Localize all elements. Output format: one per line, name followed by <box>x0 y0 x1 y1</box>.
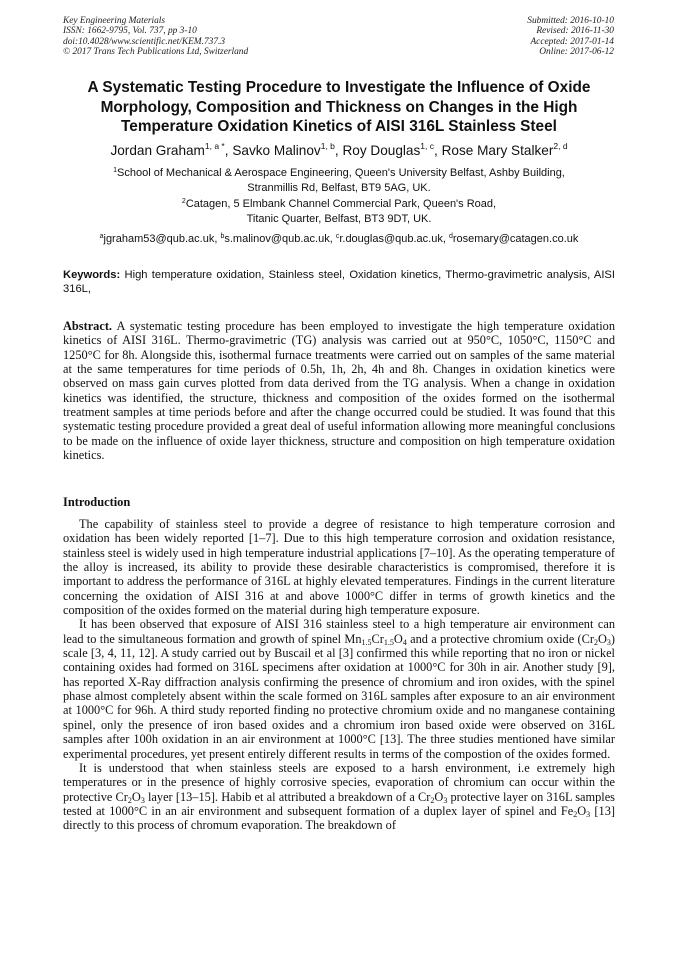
journal-header <box>63 16 248 58</box>
introduction-body <box>63 517 615 833</box>
doi[interactable]: doi:10.4028/www.scientific.net/KEM.737.3 <box>63 36 226 47</box>
affiliation-2-address: Titanic Quarter, Belfast, BT3 9DT, UK. <box>246 212 432 225</box>
author-affiliation-mark: 1, c <box>420 141 434 151</box>
paragraph: It has been observed that exposure of AISI 316 stainless steel to a high temperature air environment can lead to the simultaneous formation and growth of spinel $Mn_{1.5}Cr_{1.5}O_4$ and a protective chromium oxide $(Cr_2O_3)$ scale [3, 4, 11, 12]. A study carried out by Buscail et al [3] confirmed this while reporting that no iron or nickel containing oxides had formed on 316L specimens after oxidation at 1000°C for 30h in air. Another study [9], has reported X-Ray diffraction analysis confirming the presence of chromium and iron oxides, with the spinel phase almost completely absent within the scale formed on 316L samples after exposure to an air environment at 1000°C for 96h. A third study reported finding no protective chromium oxide and no manganese containing spinel, only the presence of iron based oxides and a chromium iron based oxide were observed on 316L samples after 100h oxidation in an air environment at 1000°C [13]. The three studies mentioned have similar experimental procedures, yet present entirely different results in terms of the compostion of the oxides formed. <box>63 617 615 761</box>
accepted-date: Accepted: 2017-01-14 <box>530 36 614 47</box>
journal-name: Key Engineering Materials <box>63 16 166 26</box>
keywords-text: High temperature oxidation, Stainless steel, Oxidation kinetics, Thermo-gravimetric analysis, AISI 316L, <box>63 269 615 296</box>
abstract-text: A systematic testing procedure has been employed to investigate the high temperature oxidation kinetics of AISI 316L. Thermo-gravimetric (TG) analysis was carried out at 950°C, 1050°C, 1150°C and 1250°C for 8h. Alongside this, isothermal furnace treatments were carried out on samples of the same material at the same temperatures for time periods of 0.5h, 1h, 2h, 4h and 8h. Changes in oxidation kinetics were observed on mass gain curves plotted from data derived from the TG analysis. When a change in oxidation kinetics was identified, the structure, thickness and composition of the oxides formed on the isothermal treatment samples at time periods before and after the change occurred could be studied. It was found that this systematic testing procedure provided a great deal of useful information allowing more meaningful conclusions to be made on the influence of oxide layer thickness, structure and composition on high temperature oxidation kinetics. <box>63 319 615 463</box>
copyright: © 2017 Trans Tech Publications Ltd, Switzerland <box>63 47 249 58</box>
introduction-heading: Introduction <box>63 495 131 509</box>
revised-date: Revised: 2016-11-30 <box>536 26 614 37</box>
author-affiliation-mark: 1, a * <box>204 141 225 151</box>
author-name: Jordan Graham <box>110 143 205 158</box>
keywords-label: Keywords: <box>63 269 121 281</box>
affiliation-2: $^2$Catagen, 5 Elmbank Channel Commercial Park, Queen's Road, <box>181 197 497 210</box>
dates-header <box>527 16 614 58</box>
paper-title: A Systematic Testing Procedure to Investigate the Influence of Oxide Morphology, Composition and Thickness on Changes in the High Temperature Oxidation Kinetics of AISI 316L Stainless Steel <box>87 79 591 135</box>
email-link[interactable]: jgraham53@qub.ac.uk <box>103 233 215 245</box>
paragraph: The capability of stainless steel to provide a degree of resistance to high temperature corrosion and oxidation has been widely reported [1–7]. Due to this high temperature corrosion and oxidation resistance, stainless steel is widely used in high temperature industrial applications [7–10]. As the operating temperature of the alloy is increased, its ability to provide these desirable characteristics is compromised, therefore it is important to address the performance of 316L at highly elevated temperatures. Findings in the current literature concerning the oxidation of AISI 316 at and above 1000°C differ in terms of growth kinetics and the composition of the oxides formed on the material during high temperature exposure. <box>63 517 615 618</box>
affiliation-1-address: Stranmillis Rd, Belfast, BT9 5AG, UK. <box>247 182 431 195</box>
abstract <box>63 319 615 462</box>
affiliations <box>55 166 623 227</box>
issn: ISSN: 1662-9795, Vol. 737, pp 3-10 <box>63 26 197 37</box>
author-name: Savko Malinov <box>232 143 321 158</box>
email-link[interactable]: s.malinov@qub.ac.uk <box>224 233 330 245</box>
online-date: Online: 2017-06-12 <box>539 47 614 58</box>
author-emails: $^a$jgraham53@qub.ac.uk, $^b$s.malinov@qub.ac.uk, $^c$r.douglas@qub.ac.uk, $^d$rosemary@catagen.co.uk <box>99 233 579 245</box>
author-list: Jordan Graham$^{1, a *}$, Savko Malinov$^{1, b}$, Roy Douglas$^{1, c}$, Rose Mary Stalker$^{2, d}$ <box>110 141 568 158</box>
keywords <box>63 268 615 296</box>
author-affiliation-mark: 1, b <box>320 141 335 151</box>
abstract-label: Abstract. <box>63 319 113 333</box>
author-affiliation-mark: 2, d <box>553 141 568 151</box>
author-name: Roy Douglas <box>342 143 421 158</box>
author-name: Rose Mary Stalker <box>441 143 554 158</box>
submitted-date: Submitted: 2016-10-10 <box>527 16 614 26</box>
email-link[interactable]: rosemary@catagen.co.uk <box>452 233 579 245</box>
email-link[interactable]: r.douglas@qub.ac.uk <box>339 233 443 245</box>
affiliation-1: $^1$School of Mechanical & Aerospace Engineering, Queen's University Belfast, Ashby Building, <box>113 167 565 179</box>
paragraph: It is understood that when stainless steels are exposed to a harsh environment, i.e extremely high temperatures or in the presence of highly corrosive species, evaporation of chromium can occur within the protective $Cr_2O_3$ layer [13–15]. Habib et al attributed a breakdown of a $Cr_2O_3$ protective layer on 316L samples tested at 1000°C in an air environment and subsequent formation of a duplex layer of spinel and $Fe_2O_3$ [13] directly to this process of chromum evaporation. The breakdown of <box>63 760 615 833</box>
